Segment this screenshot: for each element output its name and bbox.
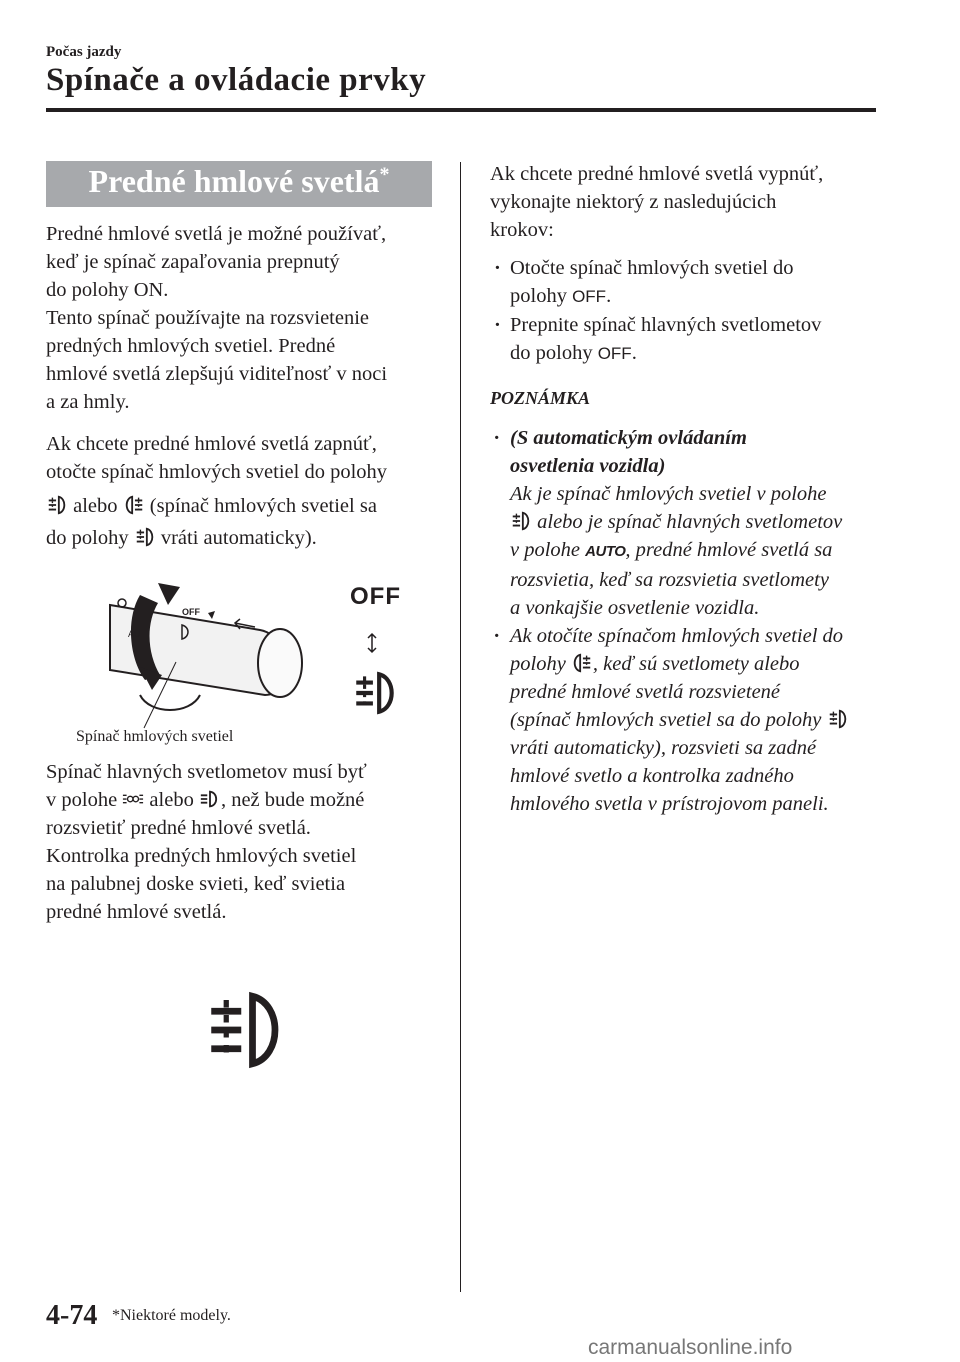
footnote: *Niektoré modely.	[112, 1307, 231, 1324]
text-line: Predné hmlové svetlá je možné používať,	[46, 223, 387, 245]
text-line: Spínač hlavných svetlometov musí byť	[46, 761, 367, 783]
page-number: 4-74	[46, 1300, 98, 1331]
text-line: predných hmlových svetiel. Predné	[46, 335, 336, 357]
intro-paragraph	[46, 220, 446, 416]
turn-on-paragraph: Ak chcete predné hmlové svetlá zapnúť, otočte spínač hmlových svetiel do polohy alebo (spínač hmlových svetiel sa do polohy vráti automaticky).	[46, 430, 446, 552]
note-list	[490, 424, 890, 818]
rear-fog-light-icon	[571, 652, 593, 674]
front-fog-light-icon	[134, 526, 156, 548]
turn-off-steps	[490, 254, 890, 368]
list-item: · Ak otočíte spínačom hmlových svetiel do polohy , keď sú svetlomety alebo predné hmlové svetlá rozsvietené (spínač hmlových svetiel sa do polohy vráti automaticky), rozsvieti sa zadné hmlové svetlo a kontrolka zadného hmlového svetla v prístrojovom paneli.	[490, 622, 890, 818]
header-rule	[46, 108, 876, 112]
off-word: OFF	[572, 287, 607, 306]
text-line: krokov:	[490, 219, 554, 241]
column-divider	[460, 162, 461, 1292]
chapter-title: Spínače a ovládacie prvky	[46, 62, 427, 98]
updown-arrow-icon	[364, 632, 380, 654]
off-word: OFF	[597, 344, 632, 363]
text-line: Kontrolka predných hmlových svetiel	[46, 845, 357, 867]
text-line: vykonajte niektorý z nasledujúcich	[490, 191, 777, 213]
front-fog-light-icon	[46, 494, 68, 516]
list-item: · Otočte spínač hmlových svetiel do polohy OFF.	[490, 254, 890, 311]
asterisk: *	[379, 163, 390, 186]
headlight-icon	[199, 788, 221, 810]
list-item: · Prepnite spínač hlavných svetlometov do polohy OFF.	[490, 311, 890, 368]
parking-light-icon	[122, 788, 144, 810]
text-line: rozsvietiť predné hmlové svetlá.	[46, 817, 311, 839]
text-line: do polohy ON.	[46, 279, 169, 301]
text-line: Tento spínač používajte na rozsvietenie	[46, 307, 370, 329]
auto-word: AUTO	[585, 543, 626, 560]
running-head: Počas jazdy	[46, 44, 122, 60]
front-fog-indicator-icon	[200, 985, 290, 1075]
text-line: Ak chcete predné hmlové svetlá vypnúť,	[490, 163, 824, 185]
section-title: Predné hmlové svetlá*	[88, 163, 390, 199]
turn-off-paragraph	[490, 160, 890, 244]
text-line: na palubnej doske svieti, keď svietia	[46, 873, 346, 895]
text-line: hmlové svetlá zlepšujú viditeľnosť v noci	[46, 363, 388, 385]
front-fog-light-icon	[827, 708, 849, 730]
text-line: Ak chcete predné hmlové svetlá zapnúť,	[46, 433, 377, 455]
off-label: OFF	[350, 583, 401, 610]
rear-fog-light-icon	[123, 494, 145, 516]
note-title: POZNÁMKA	[490, 388, 591, 408]
svg-text:OFF: OFF	[182, 607, 200, 617]
svg-text:AU: AU	[128, 629, 141, 639]
list-item: · (S automatickým ovládaním osvetlenia vozidla) Ak je spínač hmlových svetiel v polohe alebo je spínač hlavných svetlometov v polohe AUTO, predné hmlové svetlá sa rozsvietia, keď sa rozsvietia svetlomety a vonkajšie osvetlenie vozidla.	[490, 424, 890, 622]
text-line: predné hmlové svetlá.	[46, 901, 227, 923]
text-line: a za hmly.	[46, 391, 130, 413]
caption-leader-line	[140, 660, 180, 730]
headlight-requirement-paragraph: Spínač hlavných svetlometov musí byť v polohe alebo , než bude možné rozsvietiť predné hmlové svetlá. Kontrolka predných hmlových svetiel na palubnej doske svieti, keď svietia predné hmlové svetlá.	[46, 758, 446, 926]
text-line: keď je spínač zapaľovania prepnutý	[46, 251, 340, 273]
front-fog-light-icon	[510, 510, 532, 532]
fog-switch-illustration	[90, 575, 340, 725]
text-line: otočte spínač hmlových svetiel do polohy	[46, 461, 388, 483]
front-fog-light-icon	[350, 668, 400, 718]
figure-caption: Spínač hmlových svetiel	[76, 728, 234, 745]
watermark: carmanualsonline.info	[588, 1336, 793, 1359]
